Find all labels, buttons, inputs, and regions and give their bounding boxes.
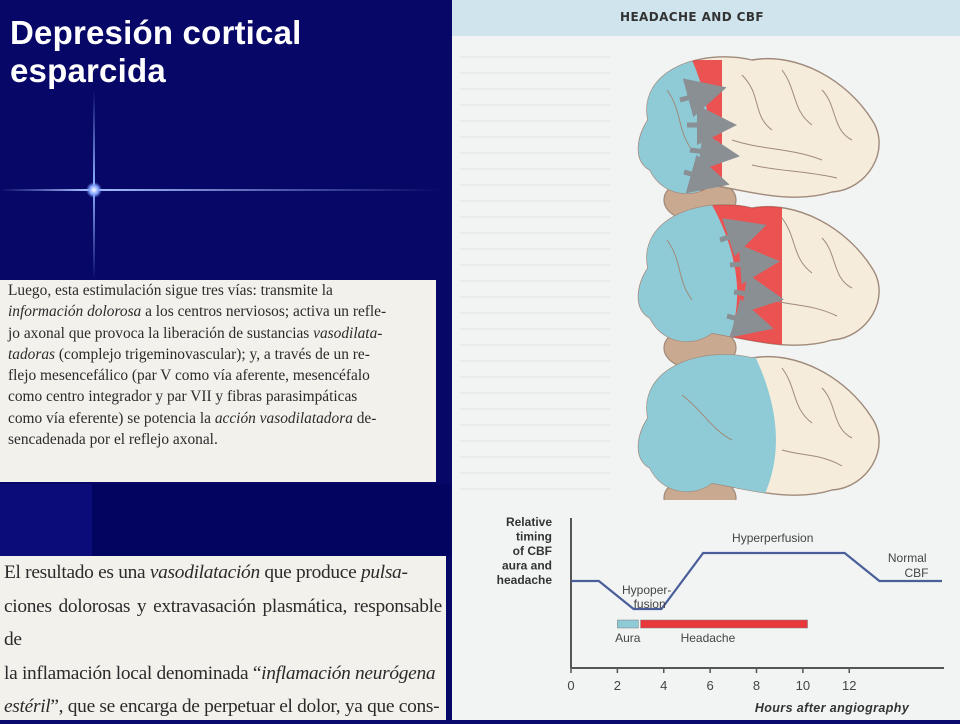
cbf-curve-line <box>571 553 942 609</box>
excerpt-line: como centro integrador y par VII y fibras parasimpáticas <box>8 388 358 406</box>
x-tick-label: 2 <box>613 678 621 693</box>
hypoperfusion-area-2 <box>632 205 737 350</box>
text-excerpt-2 <box>0 556 446 720</box>
ylabel-line: headache <box>496 573 552 587</box>
ylabel-line: timing <box>516 529 552 544</box>
x-tick-label: 0 <box>567 678 575 693</box>
brain-stage-1 <box>632 57 879 222</box>
excerpt-line: flejo mesencefálico (par V como vía aferente, mesencéfalo <box>8 367 370 385</box>
excerpt-line: sencadenada por el reflejo axonal. <box>8 431 218 449</box>
brain-stage-2 <box>632 205 879 370</box>
title-line-1: Depresión cortical <box>10 14 302 51</box>
excerpt-line: tadoras (complejo trigeminovascular); y, a través de un re- <box>8 345 370 363</box>
brain-illustrations <box>452 0 960 500</box>
chart-xlabel: Hours after angiography <box>754 701 910 715</box>
figure-title: HEADACHE AND CBF <box>620 10 765 24</box>
x-tick-label: 12 <box>842 678 857 693</box>
excerpt-line: la inflamación local denominada “inflamación neurógena <box>4 662 436 684</box>
slide-title <box>10 14 302 90</box>
excerpt-line: información dolorosa a los centros nerviosos; activa un refle- <box>8 303 387 321</box>
sparkle-horizontal <box>0 189 440 191</box>
chart-ylabel <box>497 515 553 587</box>
excerpt-line: como vía eferente) se potencia la acción vasodilatadora de- <box>8 409 377 427</box>
x-tick-label: 10 <box>795 678 811 693</box>
hypoperfusion-area-1 <box>632 60 709 200</box>
brain-stage-3 <box>632 350 879 500</box>
x-ticks <box>567 668 856 693</box>
excerpt-line: estéril”, que se encarga de perpetuar el dolor, ya que cons- <box>4 696 440 717</box>
hypoperfusion-area-3 <box>632 350 776 500</box>
chart-annotation: Normal <box>887 551 927 565</box>
cbf-timing-chart <box>452 500 960 720</box>
aura-label: Aura <box>615 631 641 645</box>
title-line-2: esparcida <box>10 52 166 89</box>
excerpt-line: Luego, esta estimulación sigue tres vías: transmite la <box>8 282 333 299</box>
ylabel-line: Relative <box>505 515 552 529</box>
chart-annotation: CBF <box>904 566 929 580</box>
text-excerpt-1 <box>0 280 436 482</box>
chart-annotation: Hyperperfusion <box>732 531 814 545</box>
excerpt-line: ciones dolorosas y extravasación plasmática, responsable de <box>4 595 442 650</box>
sparkle-star-icon <box>86 182 102 198</box>
headache-bar <box>641 620 808 628</box>
slide-band-dark <box>92 484 452 556</box>
chart-annotation: Hypoper- <box>622 583 672 597</box>
x-tick-label: 8 <box>752 678 761 693</box>
excerpt-line: jo axonal que provoca la liberación de sustancias vasodilata- <box>8 324 383 342</box>
ylabel-line: of CBF <box>512 544 552 558</box>
ylabel-line: aura and <box>501 558 552 573</box>
aura-bar <box>617 620 638 628</box>
x-tick-label: 6 <box>706 678 714 693</box>
timing-bars <box>615 620 807 645</box>
excerpt-line: El resultado es una vasodilatación que produce pulsa- <box>4 562 408 583</box>
chart-annotation: fusion <box>633 597 666 611</box>
x-tick-label: 4 <box>660 678 668 693</box>
headache-label: Headache <box>680 631 736 645</box>
